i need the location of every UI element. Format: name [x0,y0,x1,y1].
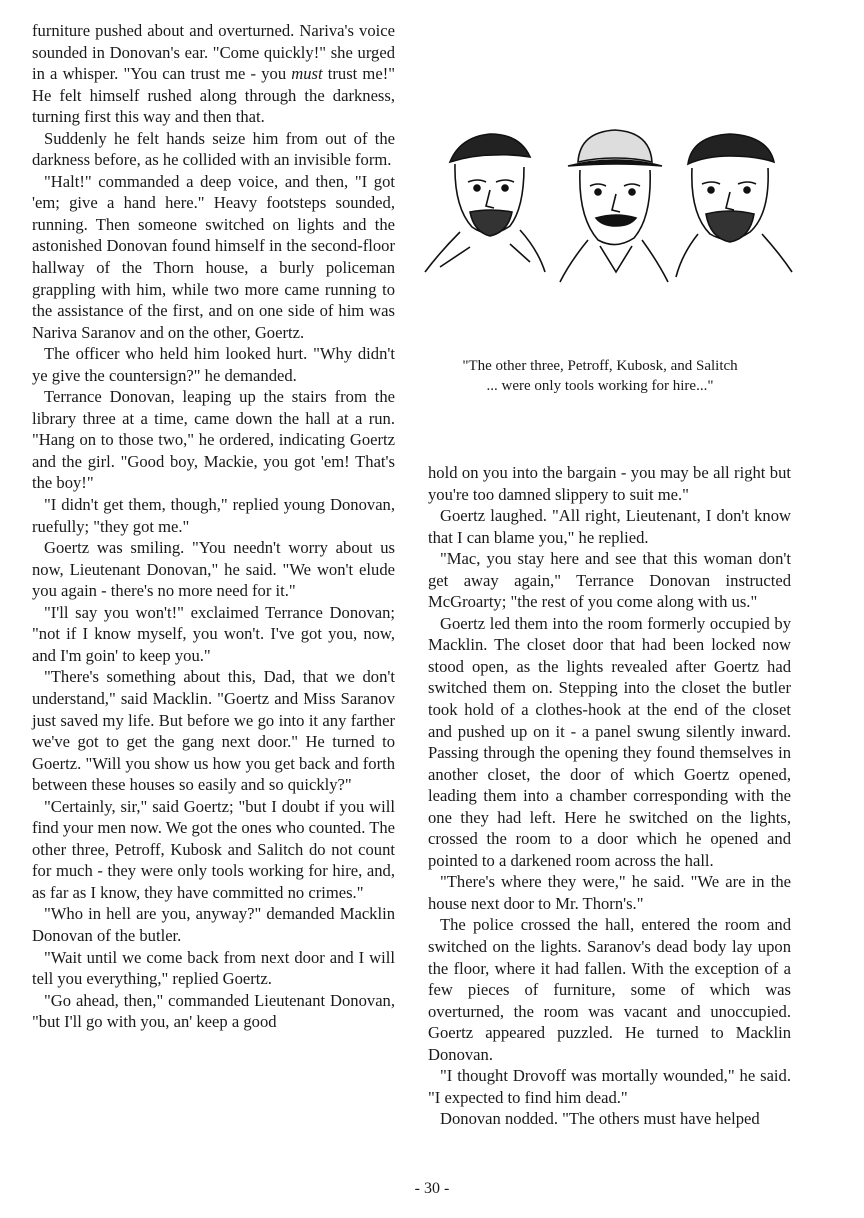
paragraph: "Halt!" commanded a deep voice, and then, "I got 'em; give a hand here." Heavy footsteps sounded, running. Then someone switched on lights and the astonished Donovan found himself in the second-floor hallway of the Thorn house, a burly policeman grappling with him, while two more came running to the assistance of the first, and on one side of him was Nariva Saranov and on the other, Goertz. [32,171,395,342]
man-center-figure [560,130,668,282]
paragraph: "I thought Drovoff was mortally wounded," he said. "I expected to find him dead." [428,1066,791,1107]
paragraph: The officer who held him looked hurt. "Why didn't ye give the countersign?" he demanded. [32,344,395,385]
emphasis-must: must [291,64,323,84]
paragraph: Goertz was smiling. "You needn't worry about us now, Lieutenant Donovan," he said. "We won't elude you again - there's no more need for it." [32,538,395,601]
paragraph: "There's something about this, Dad, that we don't understand," said Macklin. "Goertz and Miss Saranov just saved my life. But before we go into it any farther we've got to get the gang next door." He turned to Goertz. "Will you show us how you get back and forth between these houses so easily and so quickly?" [32,667,395,795]
paragraph-continuation: furniture pushed about and overturned. Nariva's voice sounded in Donovan's ear. "Come quickly!" she urged in a whisper. "You can trust me - you must trust me!" He felt himself rushed along through the darkness, turning first this way and then that. [32,21,395,127]
paragraph: "Mac, you stay here and see that this woman don't get away again," Terrance Donovan instructed McGroarty; "the rest of you come along with us." [428,549,791,612]
paragraph: Donovan nodded. "The others must have helped [440,1109,760,1129]
paragraph: Goertz laughed. "All right, Lieutenant, I don't know that I can blame you," he replied. [428,506,791,547]
paragraph: The police crossed the hall, entered the room and switched on the lights. Saranov's dead body lay upon the floor, where it had fallen. With the exception of a few pieces of furniture, some of which was overturned, the room was vacant and unoccupied. Goertz appeared puzzled. He turned to Macklin Donovan. [428,915,791,1064]
illustration-caption [430,356,770,396]
paragraph: Terrance Donovan, leaping up the stairs from the library three at a time, came down the hall at a run. "Hang on to those two," he ordered, indicating Goertz and the girl. "Good boy, Mackie, you got 'em! That's the boy!" [32,387,395,493]
man-left-figure [425,134,545,272]
three-men-illustration [420,122,800,290]
paragraph: "Wait until we come back from next door and I will tell you everything," replied Goertz. [32,947,395,989]
paragraph: "Certainly, sir," said Goertz; "but I doubt if you will find your men now. We got the ones who counted. The other three, Petroff, Kubosk and Salitch do not count for much - they were only tools working for hire, and, as far as I know, they have committed no crimes." [32,796,395,902]
paragraph: "Go ahead, then," commanded Lieutenant Donovan, "but I'll go with you, an' keep a good [32,990,395,1032]
caption-line-2: ... were only tools working for hire..." [486,378,714,394]
man-right-figure [676,134,792,277]
paragraph: Goertz led them into the room formerly occupied by Macklin. The closet door that had been locked now stood open, as the lights revealed after Goertz had switched them on. Stepping into the closet the butler took hold of a clothes-hook at the end of the closet and pushed up on it - a panel swung silently inward. Passing through the opening they found themselves in another closet, the door of which Goertz opened, leading them into a chamber corresponding with the one they had left. Here he switched on the lights, crossed the room to a door which he opened and pointed to a darkened room across the hall. [428,613,791,870]
page-number: - 30 - [414,1180,450,1197]
paragraph: "There's where they were," he said. "We are in the house next door to Mr. Thorn's." [428,872,791,913]
paragraph: Suddenly he felt hands seize him from out of the darkness before, as he collided with an invisible form. [32,128,395,170]
right-text-column [428,462,791,1130]
paragraph: "Who in hell are you, anyway?" demanded Macklin Donovan of the butler. [32,904,395,945]
caption-line-1: "The other three, Petroff, Kubosk, and Salitch [462,358,738,374]
left-text-column [32,20,395,1033]
paragraph: "I didn't get them, though," replied young Donovan, ruefully; "they got me." [32,495,395,536]
paragraph-continuation: hold on you into the bargain - you may be all right but you're too damned slippery to suit me." [428,463,791,504]
paragraph: "I'll say you won't!" exclaimed Terrance Donovan; "not if I know myself, you won't. I've got you, now, and I'm goin' to keep you." [32,602,395,665]
